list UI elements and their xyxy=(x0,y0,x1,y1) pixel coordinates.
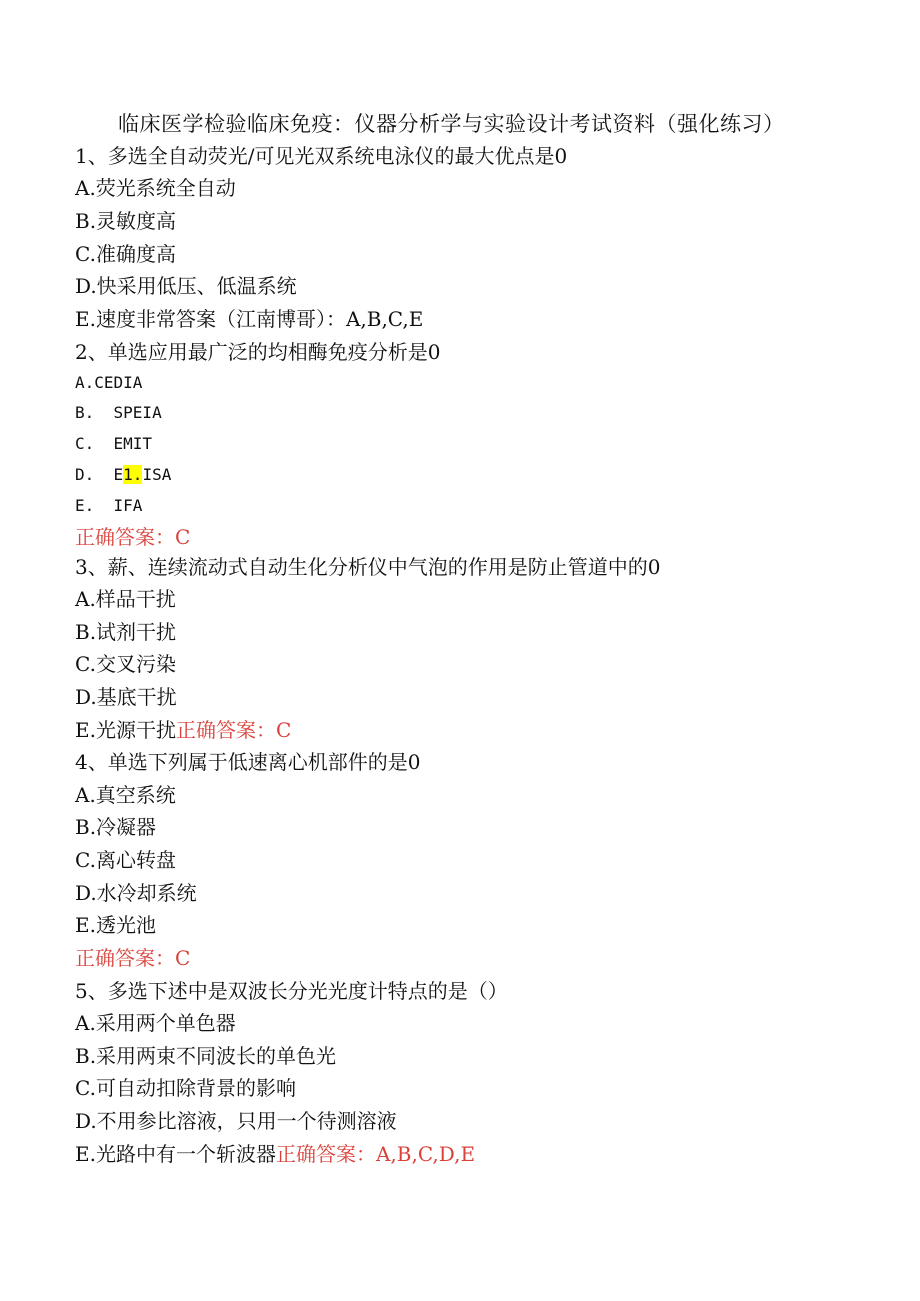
question-4-option-d: D.水冷却系统 xyxy=(75,881,197,905)
question-5-option-b: B.采用两束不同波长的单色光 xyxy=(75,1044,337,1068)
question-1-option-d: D.快采用低压、低温系统 xyxy=(75,274,297,298)
question-2-option-b: B. SPEIA xyxy=(75,403,162,422)
question-3-option-d: D.基底干扰 xyxy=(75,685,177,709)
question-1-stem: 1、多选全自动荧光/可见光双系统电泳仪的最大优点是0 xyxy=(75,144,568,168)
question-2-option-d xyxy=(75,461,171,489)
option-e-text: E.光路中有一个斩波器 xyxy=(75,1142,276,1166)
question-4-option-b: B.冷凝器 xyxy=(75,815,157,839)
question-3-answer: 正确答案：C xyxy=(175,718,292,742)
question-3-option-e xyxy=(75,716,291,744)
question-5-stem: 5、多选下述中是双波长分光光度计特点的是（） xyxy=(75,979,508,1003)
question-4-option-e: E.透光池 xyxy=(75,913,156,937)
question-3-option-b: B.试剂干扰 xyxy=(75,620,177,644)
question-5-answer: 正确答案：A,B,C,D,E xyxy=(275,1142,476,1166)
question-3-option-c: C.交叉污染 xyxy=(75,652,176,676)
question-5-option-c: C.可自动扣除背景的影响 xyxy=(75,1076,296,1100)
option-d-suffix: ISA xyxy=(142,465,172,484)
question-1-option-e: E.速度非常答案（江南博哥）：A,B,C,E xyxy=(75,307,424,331)
question-1-option-b: B.灵敏度高 xyxy=(75,209,177,233)
option-d-prefix: D. E xyxy=(75,465,124,484)
question-2-stem: 2、单选应用最广泛的均相酶免疫分析是0 xyxy=(75,340,441,364)
question-2-option-a: A.CEDIA xyxy=(75,373,143,392)
question-5-option-e xyxy=(75,1140,475,1168)
question-2-answer: 正确答案：C xyxy=(75,525,191,549)
question-3-stem: 3、薪、连续流动式自动生化分析仪中气泡的作用是防止管道中的0 xyxy=(75,555,661,579)
document-title: 临床医学检验临床免疫：仪器分析学与实验设计考试资料（强化练习） xyxy=(118,112,785,136)
question-2-option-c: C. EMIT xyxy=(75,434,153,453)
question-1-option-a: A.荧光系统全自动 xyxy=(75,176,236,200)
question-5-option-a: A.采用两个单色器 xyxy=(75,1011,236,1035)
question-2-option-e: E. IFA xyxy=(75,496,143,515)
question-4-answer: 正确答案：C xyxy=(75,946,191,970)
question-5-option-d: D.不用参比溶液，只用一个待测溶液 xyxy=(75,1109,397,1133)
question-3-option-a: A.样品干扰 xyxy=(75,587,176,611)
question-4-stem: 4、单选下列属于低速离心机部件的是0 xyxy=(75,750,421,774)
question-1-option-c: C.准确度高 xyxy=(75,242,176,266)
option-e-text: E.光源干扰 xyxy=(75,718,176,742)
highlighted-text: 1. xyxy=(123,465,143,484)
question-4-option-a: A.真空系统 xyxy=(75,783,176,807)
question-4-option-c: C.离心转盘 xyxy=(75,848,176,872)
